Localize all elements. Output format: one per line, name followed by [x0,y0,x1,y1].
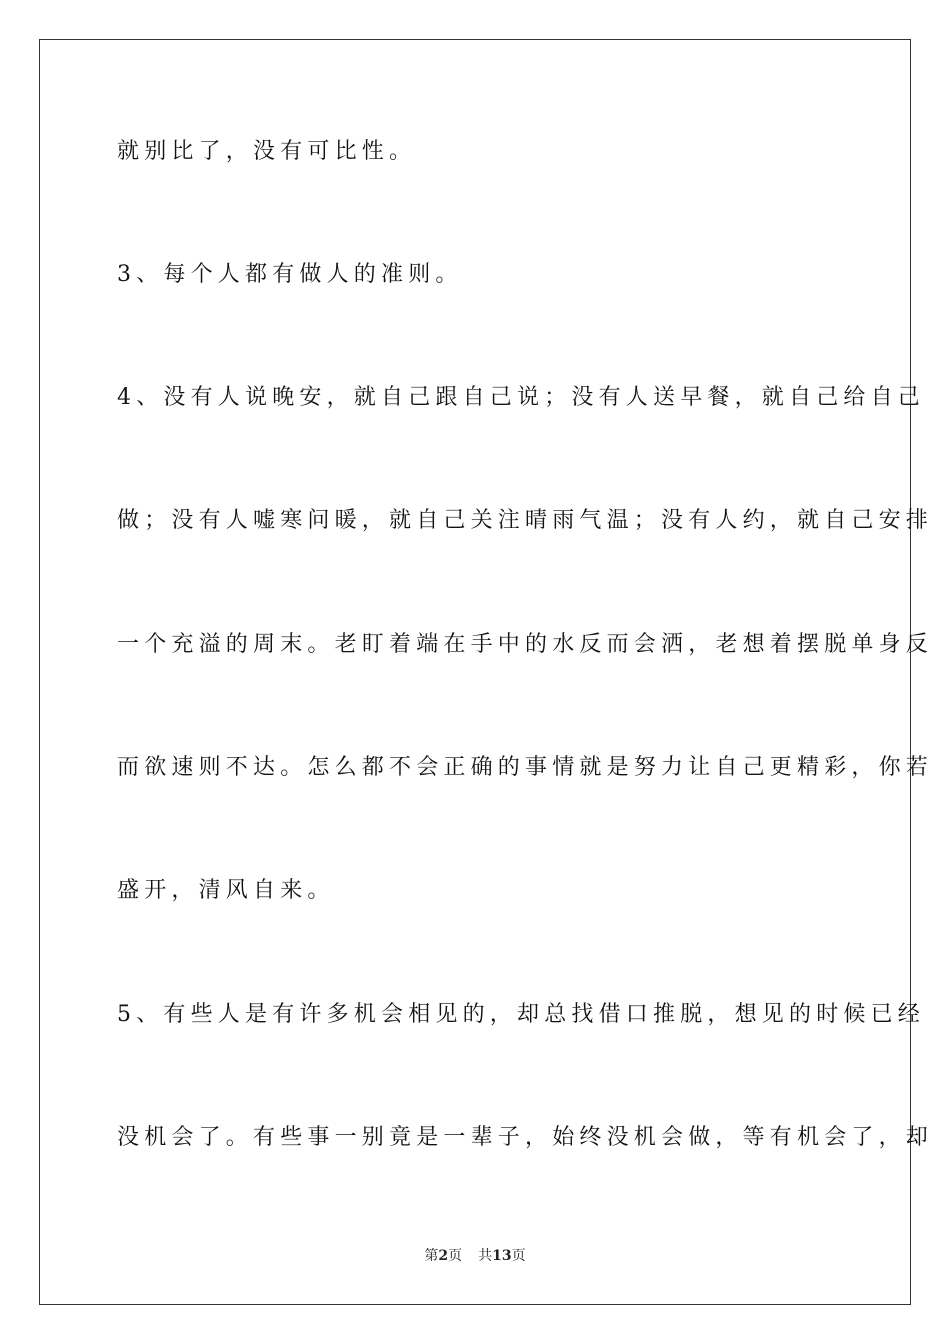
page-footer [0,1246,950,1266]
page-border [39,39,934,1305]
footer-page-prefix: 第 [424,1248,439,1264]
footer-page-number: 2 [438,1248,449,1264]
text-line-8: 5、有些人是有许多机会相见的，却总找借口推脱，想见的时候已经 [117,1002,925,1027]
footer-total-pages: 13 [492,1248,512,1264]
text-line-3: 4、没有人说晚安，就自己跟自己说；没有人送早餐，就自己给自己 [117,385,925,410]
footer-page-suffix: 页 [448,1248,463,1264]
text-line-6: 而欲速则不达。怎么都不会正确的事情就是努力让自己更精彩，你若 [117,755,934,780]
text-line-4: 做；没有人嘘寒问暖，就自己关注晴雨气温；没有人约，就自己安排 [117,508,934,533]
footer-total-prefix: 共 [478,1248,493,1264]
text-line-1: 就别比了，没有可比性。 [117,139,417,164]
text-line-5: 一个充溢的周末。老盯着端在手中的水反而会洒，老想着摆脱单身反 [117,632,934,657]
text-line-2: 3、每个人都有做人的准则。 [117,262,463,287]
footer-total-suffix: 页 [511,1248,526,1264]
text-line-7: 盛开，清风自来。 [117,878,335,903]
text-line-9: 没机会了。有些事一别竟是一辈子，始终没机会做，等有机会了，却 [117,1125,934,1150]
